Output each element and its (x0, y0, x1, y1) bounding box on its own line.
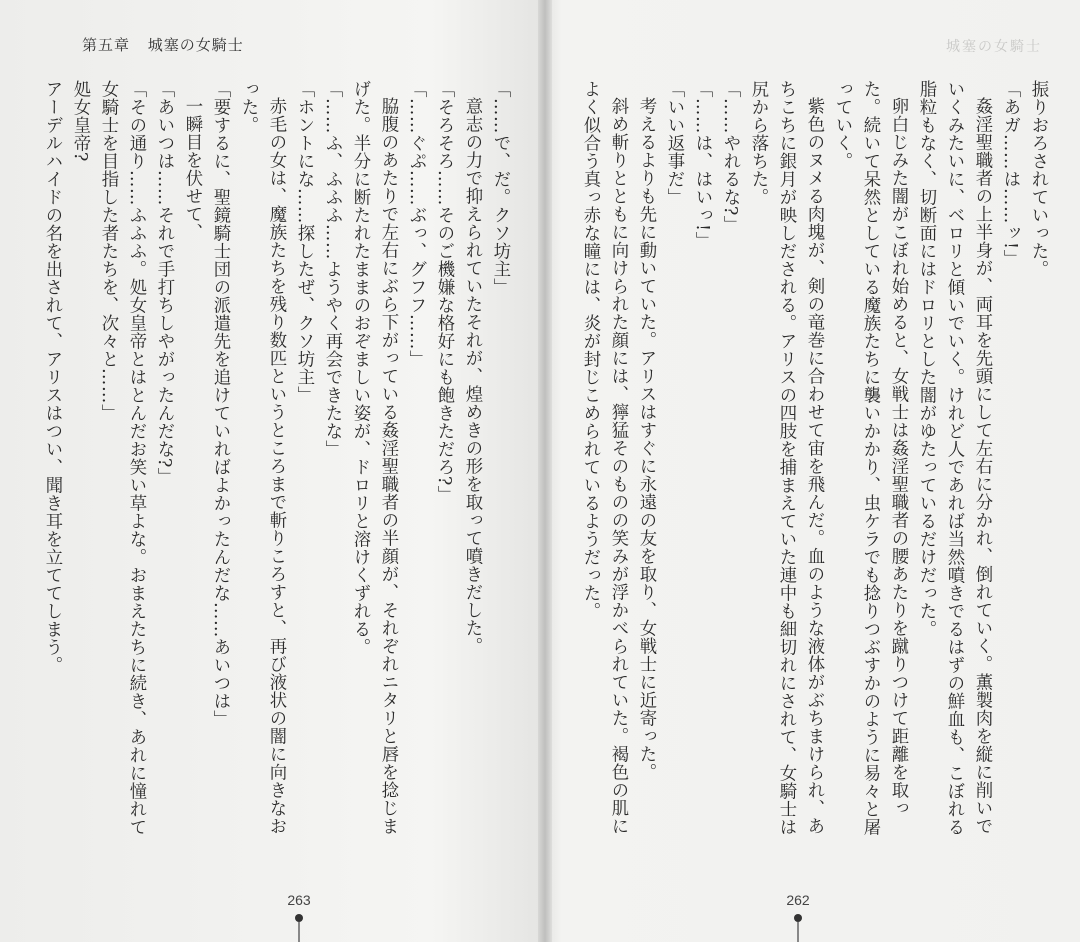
text-paragraph: 考えるよりも先に動いていた。アリスはすぐに永遠の友を取り、女戦士に近寄った。 (636, 97, 656, 782)
right-body-text (580, 80, 1052, 850)
book-gutter (538, 0, 552, 942)
text-paragraph: 「その通り……ふふふ。処女皇帝とはとんだお笑い草よな。おまえたちに続き、あれに憧れて女騎士を目指した者たちを、次々と……」 (98, 80, 146, 836)
text-paragraph: 「そろそろ……そのご機嫌な格好にも飽きただろ?」 (434, 80, 454, 504)
text-paragraph: 「……やれるな?」 (720, 80, 740, 234)
text-paragraph: 姦淫聖職者の上半身が、両耳を先頭にして左右に分かれ、倒れていく。薫製肉を縦に削いでいくみたいに、ベロリと傾いでいく。けれど人であれば当然噴きでるはずの鮮血も、こぼれる脂粒もなく、切断面にはドロリとした闇がゆたっているだけだった。 (916, 80, 992, 836)
chapter-label: 第五章 (82, 36, 131, 54)
text-paragraph: 一瞬目を伏せて、 (182, 97, 202, 242)
text-paragraph: 「いい返事だ」 (664, 80, 684, 206)
show-through-header: 城塞の女騎士 (946, 39, 1042, 55)
left-body-text (42, 80, 514, 850)
text-paragraph: アーデルハイドの名を出されて、アリスはつい、聞き耳を立ててしまう。 (42, 80, 62, 674)
right-page (552, 0, 1080, 942)
folio-stem-right (797, 922, 799, 942)
text-paragraph: 斜め斬りとともに向けられた顔には、獰猛そのものの笑みが浮かべられていた。褐色の肌によく似合う真っ赤な瞳には、炎が封じこめられているようだった。 (580, 80, 628, 836)
text-paragraph: 「あいつは……それで手打ちしやがったんだな?」 (154, 80, 174, 486)
text-paragraph: 「あガ……は……ッ!」 (1000, 80, 1020, 268)
running-head (82, 34, 244, 55)
text-paragraph: 紫色のヌメる肉塊が、剣の竜巻に合わせて宙を飛んだ。血のような液体がぶちまけられ、あちこちに銀月が映しだされる。アリスの四肢を捕まえていた連中も細切れにされて、女騎士は尻から落ちた。 (748, 80, 824, 836)
text-paragraph: 脇腹のあたりで左右にぶら下がっている姦淫聖職者の半顔が、それぞれニタリと唇を捻じまげた。半分に断たれたままのおぞましい姿が、ドロリと溶けくずれる。 (350, 80, 398, 836)
page-number-right: 262 (786, 892, 810, 908)
text-paragraph: 「……で、だ。クソ坊主」 (490, 80, 510, 296)
text-paragraph: 卵白じみた闇がこぼれ始めると、女戦士は姦淫聖職者の腰あたりを蹴りつけて距離を取った。続いて呆然としている魔族たちに襲いかかり、虫ケラでも捻りつぶすかのように易々と屠っていく。 (832, 80, 908, 836)
left-page (0, 0, 538, 942)
text-paragraph: 処女皇帝? (70, 80, 90, 162)
text-paragraph: 「……ぐぷ……ぶっ、グフフ……」 (406, 80, 426, 368)
text-paragraph: 振りおろされていった。 (1028, 80, 1048, 278)
text-paragraph: 意志の力で抑えられていたそれが、煌めきの形を取って噴きだした。 (462, 97, 482, 656)
text-paragraph: 「……は、はいっ!」 (692, 80, 712, 250)
text-paragraph: 「……ふ、ふふふ……ようやく再会できたな」 (322, 80, 342, 458)
text-paragraph: 「ホントにな……探したぜ、クソ坊主」 (294, 80, 314, 404)
folio-marker-left (295, 914, 303, 922)
folio-stem-left (298, 922, 300, 942)
page-number-left: 263 (287, 892, 311, 908)
text-paragraph: 「要するに、聖鏡騎士団の派遣先を追けていればよかったんだな……あいつは」 (210, 80, 230, 728)
folio-marker-right (794, 914, 802, 922)
text-paragraph: 赤毛の女は、魔族たちを残り数匹というところまで斬りころすと、再び液状の闇に向きなおった。 (238, 80, 286, 836)
chapter-title: 城塞の女騎士 (147, 36, 244, 54)
